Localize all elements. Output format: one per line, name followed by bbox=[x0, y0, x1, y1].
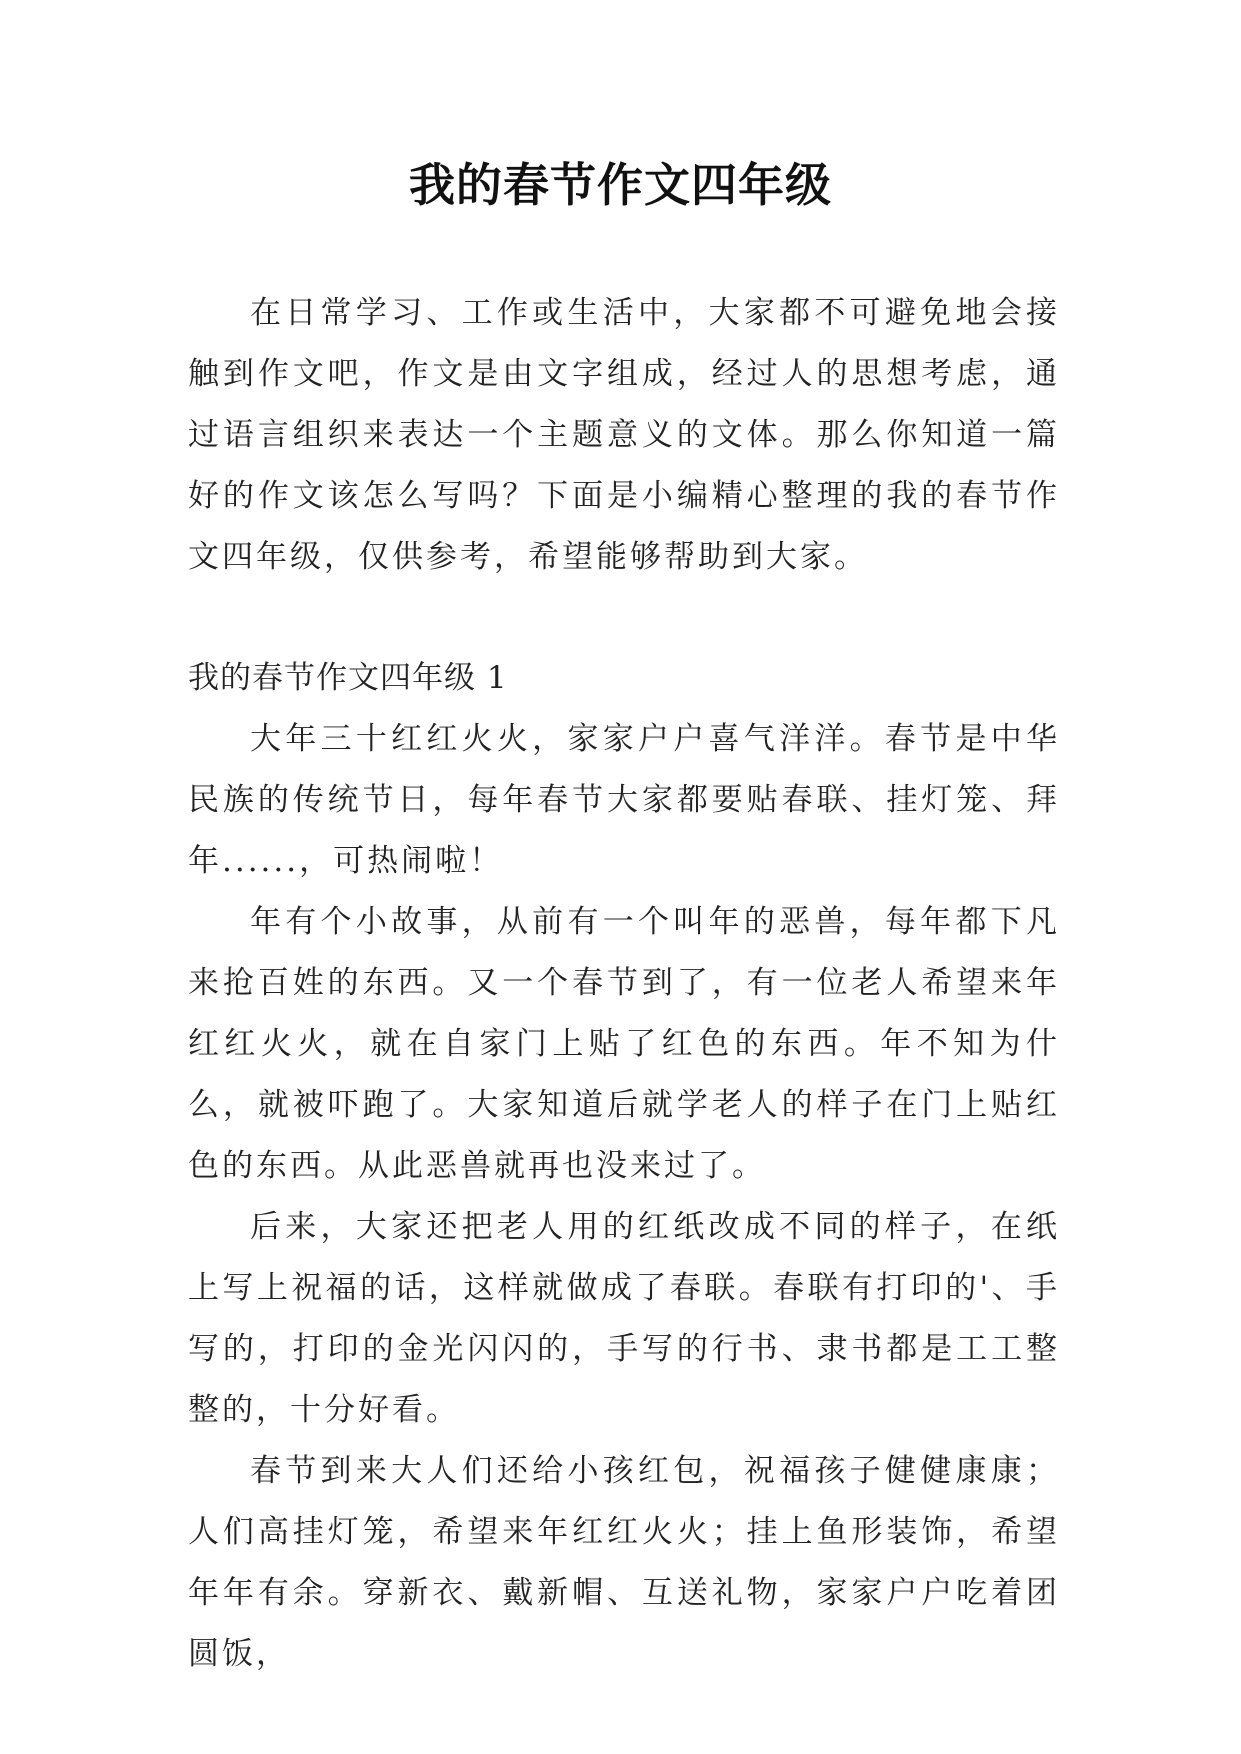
intro-paragraph: 在日常学习、工作或生活中，大家都不可避免地会接触到作文吧，作文是由文字组成，经过人的思想考虑，通过语言组织来表达一个主题意义的文体。那么你知道一篇好的作文该怎么写吗？下面是小编精心整理的我的春节作文四年级，仅供参考，希望能够帮助到大家。 bbox=[188, 295, 1060, 575]
section-heading: 我的春节作文四年级 1 bbox=[188, 660, 508, 696]
document-body bbox=[188, 283, 1060, 1685]
body-paragraph: 后来，大家还把老人用的红纸改成不同的样子，在纸上写上祝福的话，这样就做成了春联。春联有打印的'、手写的，打印的金光闪闪的，手写的行书、隶书都是工工整整的，十分好看。 bbox=[188, 1209, 1060, 1428]
page-title: 我的春节作文四年级 bbox=[409, 158, 832, 212]
body-paragraph: 大年三十红红火火，家家户户喜气洋洋。春节是中华民族的传统节日，每年春节大家都要贴春联、挂灯笼、拜年......，可热闹啦！ bbox=[188, 721, 1060, 879]
body-paragraph: 年有个小故事，从前有一个叫年的恶兽，每年都下凡来抢百姓的东西。又一个春节到了，有一位老人希望来年红红火火，就在自家门上贴了红色的东西。年不知为什么，就被吓跑了。大家知道后就学老人的样子在门上贴红色的东西。从此恶兽就再也没来过了。 bbox=[188, 904, 1060, 1184]
body-paragraph: 春节到来大人们还给小孩红包，祝福孩子健健康康；人们高挂灯笼，希望来年红红火火；挂上鱼形装饰，希望年年有余。穿新衣、戴新帽、互送礼物，家家户户吃着团圆饭， bbox=[188, 1453, 1060, 1672]
